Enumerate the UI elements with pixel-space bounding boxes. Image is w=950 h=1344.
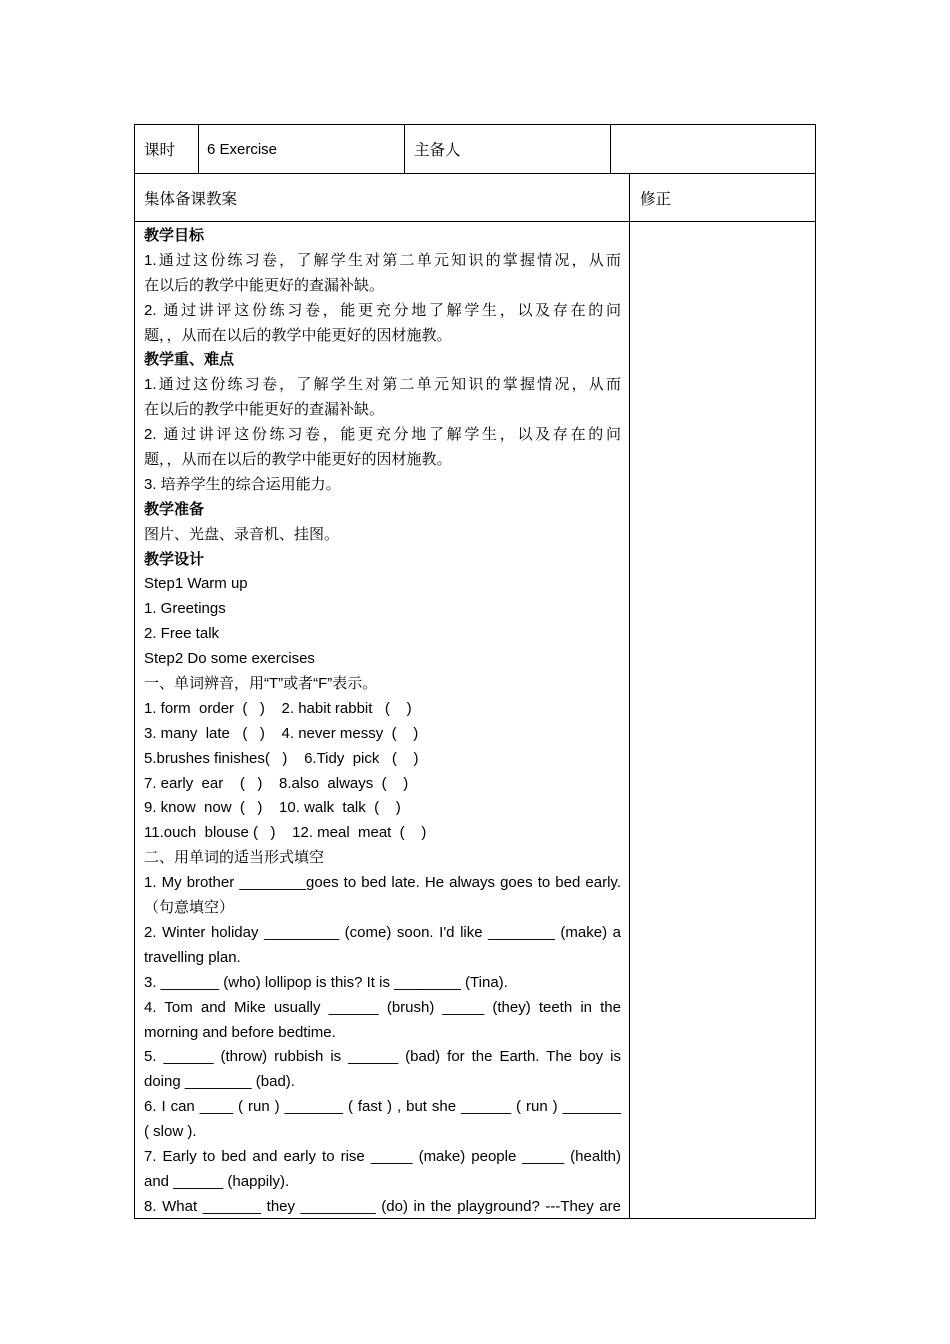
exercise-line: 9. know now ( ) 10. walk talk ( ) [144,799,401,817]
revision-label: 修正 [640,190,672,208]
lesson-plan-table [134,124,816,1219]
exercise-line: 3. _______ (who) lollipop is this? It is ________ (Tina). [144,973,508,991]
exercise-line: （句意填空） [144,899,235,917]
key-point-line: 在以后的教学中能更好的查漏补缺。 [144,401,385,419]
revision-label-cell [630,174,815,221]
plan-content-cell [135,222,630,1218]
lesson-label: 课时 [144,142,176,159]
exercise-line: morning and before bedtime. [144,1023,336,1041]
preparer-value-cell [611,125,815,173]
section-title-key-points: 教学重、难点 [144,351,235,369]
plan-label: 集体备课教案 [144,190,238,208]
step-heading: Step1 Warm up [144,575,248,593]
preparer-label: 主备人 [414,142,461,159]
exercise-line: 7. early ear ( ) 8.also always ( ) [144,774,409,792]
exercise-line: 8. What _______ they _________ (do) in the playground? ---They are [144,1197,621,1215]
exercise-line: ( slow ). [144,1123,197,1141]
exercise-line: 1. My brother ________goes to bed late. He always goes to bed early. [144,874,621,892]
exercise-part-title: 二、用单词的适当形式填空 [144,849,325,867]
objective-line: 题，，从而在以后的教学中能更好的因材施教。 [144,326,452,344]
plan-content [144,224,621,1218]
step-item: 1. Greetings [144,600,226,618]
section-title-design: 教学设计 [144,550,205,568]
step-heading: Step2 Do some exercises [144,650,315,668]
exercise-line: 11.ouch blouse ( ) 12. meal meat ( ) [144,824,427,842]
exercise-line: and ______ (happily). [144,1172,290,1190]
lesson-value-cell [199,125,405,173]
exercise-line: doing ________ (bad). [144,1073,295,1091]
plan-label-cell [135,174,630,221]
step-item: 2. Free talk [144,625,220,643]
key-point-line: 2. 通过讲评这份练习卷，能更充分地了解学生，以及存在的问 [144,426,621,444]
objective-line: 2. 通过讲评这份练习卷，能更充分地了解学生，以及存在的问 [144,301,621,319]
exercise-line: travelling plan. [144,948,241,966]
subheader-row [135,174,815,222]
exercise-line: 2. Winter holiday _________ (come) soon. I'd like ________ (make) a [144,923,621,941]
exercise-line: 5. ______ (throw) rubbish is ______ (bad) for the Earth. The boy is [144,1048,621,1066]
objective-line: 1.通过这份练习卷，了解学生对第二单元知识的掌握情况，从而 [144,251,621,269]
exercise-line: 1. form order ( ) 2. habit rabbit ( ) [144,699,412,717]
preparer-label-cell [405,125,611,173]
key-point-line: 题，，从而在以后的教学中能更好的因材施教。 [144,451,452,469]
objective-line: 在以后的教学中能更好的查漏补缺。 [144,276,385,294]
exercise-line: 4. Tom and Mike usually ______ (brush) _____ (they) teeth in the [144,998,621,1016]
exercise-line: 5.brushes finishes( ) 6.Tidy pick ( ) [144,749,419,767]
section-title-preparation: 教学准备 [144,500,205,518]
header-row [135,125,815,174]
key-point-line: 1.通过这份练习卷，了解学生对第二单元知识的掌握情况，从而 [144,376,621,394]
exercise-line: 6. I can ____ ( run ) _______ ( fast ) , but she ______ ( run ) _______ [144,1098,621,1116]
exercise-line: 3. many late ( ) 4. never messy ( ) [144,724,419,742]
lesson-value: 6 Exercise [207,140,278,158]
exercise-part-title: 一、单词辨音，用“T”或者“F”表示。 [144,675,378,693]
key-point-line: 3. 培养学生的综合运用能力。 [144,475,341,493]
exercise-line: 7. Early to bed and early to rise _____ (make) people _____ (health) [144,1147,621,1165]
preparation-line: 图片、光盘、录音机、挂图。 [144,525,340,543]
lesson-label-cell [135,125,199,173]
section-title-objectives: 教学目标 [144,227,205,244]
